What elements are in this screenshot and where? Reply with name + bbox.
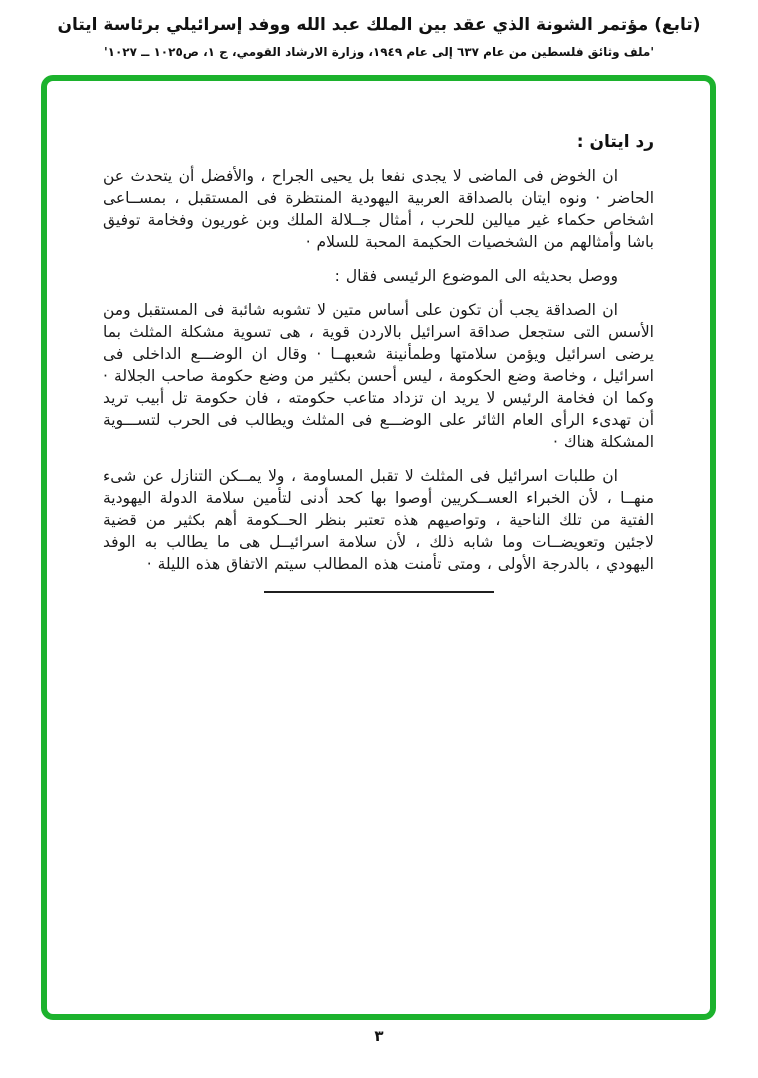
page-border-frame [41,75,716,1020]
section-heading: رد ايتان : [576,132,654,152]
paragraph-4: ان طلبات اسرائيل فى المثلث لا تقبل المساومة ، ولا يمــكن التنازل عن شىء منهــا ، لأن الخبراء العســكريين أوصوا بها كحد أدنى لتأمين سلامة الدولة اليهودية الفتية من تلك الناحية ، وتواصيهم هذه تعتبر بنظر الحــكومة أهم بكثير من قضية لاجئين وتعويضــات وما شابه ذلك ، لأن سلامة اسرائيــل هى ما يطالب به الوفد اليهودي ، بالدرجة الأولى ، ومتى تأمنت هذه المطالب سيتم الاتفاق هذه الليلة · [103,467,654,573]
paragraph-2: ووصل بحديثه الى الموضوع الرئيسى فقال : [334,267,618,285]
section-divider [264,591,494,593]
document-header [0,12,758,59]
document-title: (تابع) مؤتمر الشونة الذي عقد بين الملك عبد الله ووفد إسرائيلي برئاسة ايتان [57,15,701,35]
paragraph-3: ان الصداقة يجب أن تكون على أساس متين لا تشوبه شائبة فى المستقبل ومن الأسس التى ستجعل صداقة اسرائيل بالاردن قوية ، هى تسوية مشكلة المثلث بما يرضى اسرائيل ويؤمن سلامتها وطمأنينة شعبهــا · وقال ان الوضـــع الداخلى فى اسرائيل ، وخاصة وضع الحكومة ، ليس أحسن بكثير من وضع حكومة صاحب الجلالة · وكما ان فخامة الرئيس لا يريد ان تزداد متاعب حكومته ، فان حكومة تل أبيب تريد أن تهدىء الرأى العام الثائر على الوضـــع فى المثلث ويطالب فى الحرب لتســـوية المشكلة هناك · [103,301,654,451]
document-body [47,81,710,593]
paragraph-1: ان الخوض فى الماضى لا يجدى نفعا بل يحيى الجراح ، والأفضل أن يتحدث عن الحاضر · ونوه ايتان بالصداقة العربية اليهودية المنتظرة فى المستقبل ، بمســاعى اشخاص حكماء غير ميالين للحرب ، أمثال جــلالة الملك وبن غوريون وفخامة توفيق باشا وأمثالهم من الشخصيات الحكيمة المحبة للسلام · [103,167,654,251]
document-source-citation: 'ملف وثائق فلسطين من عام ٦٣٧ إلى عام ١٩٤٩، وزارة الارشاد القومي، ج ١، ص١٠٢٥ ــ ١٠٢٧' [103,45,655,59]
page-number: ٣ [374,1027,384,1045]
